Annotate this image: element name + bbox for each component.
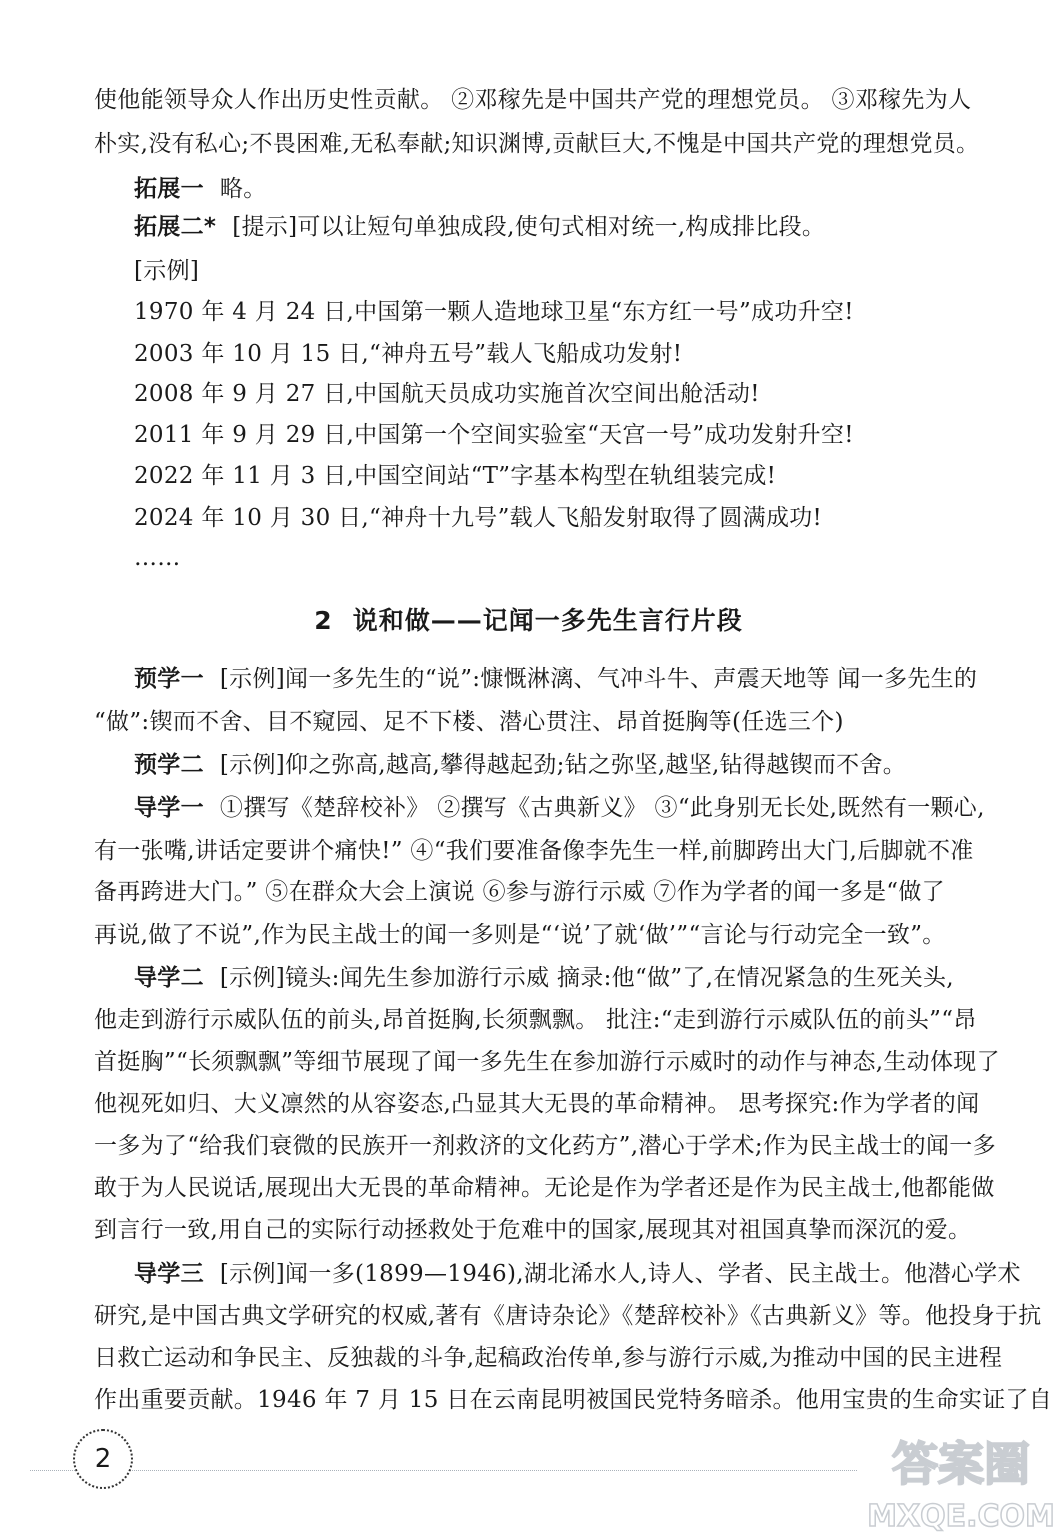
- extension-2-label: 拓展二*: [134, 214, 217, 240]
- event-line: 2011 年 9 月 29 日,中国第一个空间实验室“天宫一号”成功发射升空!: [134, 422, 854, 448]
- yuxue2-line: [134, 749, 971, 781]
- footer-divider: [30, 1470, 857, 1472]
- daoxue3-text: [示例]闻一多(1899—1946),湖北浠水人,诗人、学者、民主战士。他潜心学术: [219, 1261, 1021, 1287]
- paragraph-line: 研究,是中国古典文学研究的权威,著有《唐诗杂论》《楚辞校补》《古典新义》等。他投身于抗: [94, 1303, 1042, 1329]
- example-label: [示例]: [134, 258, 200, 284]
- yuxue1-text: [示例]闻一多先生的“说”:慷慨淋漓、气冲斗牛、声震天地等 闻一多先生的: [219, 666, 978, 692]
- watermark-top-text: 答案圈: [892, 1437, 1030, 1491]
- paragraph-line: 他走到游行示威队伍的前头,昂首挺胸,长须飘飘。 批注:“走到游行示威队伍的前头”“昂: [94, 1007, 977, 1033]
- yuxue2-label: 预学二: [134, 752, 204, 778]
- event-line: 2003 年 10 月 15 日,“神舟五号”载人飞船成功发射!: [134, 341, 683, 367]
- yuxue1-label: 预学一: [134, 666, 204, 692]
- extension-2: [134, 211, 971, 243]
- page-number: 2: [73, 1429, 133, 1489]
- watermark-logo: [866, 1418, 1056, 1536]
- event-line: 2022 年 11 月 3 日,中国空间站“T”字基本构型在轨组装完成!: [134, 463, 777, 489]
- daoxue1-text: ①撰写《楚辞校补》 ②撰写《古典新义》 ③“此身别无长处,既然有一颗心,: [219, 795, 985, 821]
- paragraph-line: 一多为了“给我们衰微的民族开一剂救济的文化药方”,潜心于学术;作为民主战士的闻一多: [94, 1133, 996, 1159]
- lesson-title: [0, 604, 1057, 638]
- paragraph-line: 到言行一致,用自己的实际行动拯救处于危难中的国家,展现其对祖国真挚而深沉的爱。: [94, 1217, 972, 1243]
- event-line: 1970 年 4 月 24 日,中国第一颗人造地球卫星“东方红一号”成功升空!: [134, 299, 854, 325]
- yuxue1-first-line: [134, 663, 978, 695]
- daoxue3-first-line: [134, 1258, 1021, 1290]
- paragraph-line: 日救亡运动和争民主、反独裁的斗争,起稿政治传单,参与游行示威,为推动中国的民主进程: [94, 1345, 1003, 1371]
- ellipsis: ……: [134, 545, 181, 571]
- paragraph-line: 再说,做了不说”,作为民主战士的闻一多则是“‘说’了就‘做’”“言论与行动完全一致”。: [94, 922, 946, 948]
- daoxue2-first-line: [134, 962, 971, 994]
- lesson-title-text: 说和做——记闻一多先生言行片段: [352, 606, 743, 635]
- daoxue1-first-line: [134, 792, 985, 824]
- event-line: 2024 年 10 月 30 日,“神舟十九号”载人飞船发射取得了圆满成功!: [134, 505, 823, 531]
- watermark-bottom-text: MXQE.COM: [867, 1499, 1055, 1534]
- event-line: 2008 年 9 月 27 日,中国航天员成功实施首次空间出舱活动!: [134, 381, 760, 407]
- daoxue2-label: 导学二: [134, 965, 204, 991]
- paragraph-line: 敢于为人民说话,展现出大无畏的革命精神。无论是作为学者还是作为民主战士,他都能做: [94, 1175, 995, 1201]
- extension-1: [134, 173, 971, 205]
- extension-1-label: 拓展一: [134, 176, 204, 202]
- extension-2-text: [提示]可以让短句单独成段,使句式相对统一,构成排比段。: [232, 214, 826, 240]
- daoxue3-label: 导学三: [134, 1261, 204, 1287]
- extension-1-text: 略。: [219, 176, 267, 202]
- paragraph-line: 朴实,没有私心;不畏困难,无私奉献;知识渊博,贡献巨大,不愧是中国共产党的理想党员。: [94, 131, 980, 157]
- lesson-number: 2: [314, 606, 333, 635]
- yuxue2-text: [示例]仰之弥高,越高,攀得越起劲;钻之弥坚,越坚,钻得越锲而不舍。: [219, 752, 907, 778]
- paragraph-line: 首挺胸”“长须飘飘”等细节展现了闻一多先生在参加游行示威时的动作与神态,生动体现了: [94, 1049, 1000, 1075]
- paragraph-line: 备再跨进大门。” ⑤在群众大会上演说 ⑥参与游行示威 ⑦作为学者的闻一多是“做了: [94, 879, 945, 905]
- daoxue1-label: 导学一: [134, 795, 204, 821]
- paragraph-line: 有一张嘴,讲话定要讲个痛快!” ④“我们要准备像李先生一样,前脚跨出大门,后脚就不准: [94, 838, 974, 864]
- paragraph-line: 作出重要贡献。1946 年 7 月 15 日在云南昆明被国民党特务暗杀。他用宝贵的生命实证了自: [94, 1387, 1053, 1413]
- paragraph-line: 使他能领导众人作出历史性贡献。 ②邓稼先是中国共产党的理想党员。 ③邓稼先为人: [94, 87, 972, 113]
- paragraph-line: 他视死如归、大义凛然的从容姿态,凸显其大无畏的革命精神。 思考探究:作为学者的闻: [94, 1091, 980, 1117]
- paragraph-line: “做”:锲而不舍、目不窥园、足不下楼、潜心贯注、昂首挺胸等(任选三个): [94, 709, 844, 735]
- daoxue2-text: [示例]镜头:闻先生参加游行示威 摘录:他“做”了,在情况紧急的生死关头,: [219, 965, 954, 991]
